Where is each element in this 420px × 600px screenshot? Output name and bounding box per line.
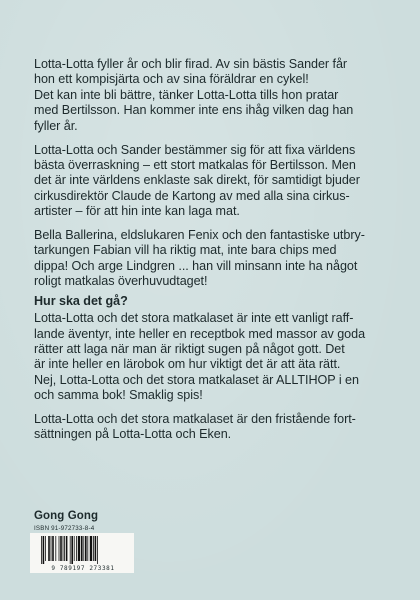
text-line: och samma bok! Smaklig spis!	[34, 388, 203, 403]
text-line: hon ett kompisjärta och av sina föräldrar en cykel!	[34, 72, 309, 87]
paragraph-4	[34, 311, 386, 403]
barcode-bar	[93, 536, 94, 561]
barcode-bar	[66, 536, 68, 561]
barcode-bar	[43, 536, 45, 564]
text-line: bästa överraskning – ett stort matkalas för Bertilsson. Men	[34, 157, 356, 172]
barcode-bar	[85, 536, 87, 561]
barcode-bar	[41, 536, 42, 564]
text-line: rätter att laga när man är riktigt sugen på något gott. Det	[34, 341, 345, 356]
barcode-bar	[45, 536, 46, 561]
text-line: Det kan inte bli bättre, tänker Lotta-Lotta tills hon pratar	[34, 87, 339, 102]
barcode-bar	[52, 536, 54, 561]
text-line: tarkungen Fabian vill ha riktig mat, inte bara chips med	[34, 243, 337, 258]
barcode-bar	[95, 536, 97, 561]
barcode-bar	[55, 536, 56, 561]
text-line: cirkusdirektör Claude de Kartong av med alla sina cirkus-	[34, 188, 350, 203]
barcode-bar	[81, 536, 83, 561]
text-line: sättningen på Lotta-Lotta och Eken.	[34, 427, 232, 442]
paragraph-5	[34, 412, 386, 443]
text-line: Bella Ballerina, eldslukaren Fenix och den fantastiske utbry-	[34, 228, 365, 243]
text-line: fyller år.	[34, 118, 78, 133]
text-line: Nej, Lotta-Lotta och det stora matkalaset är ALLTIHOP i en	[34, 372, 359, 387]
barcode-bar	[64, 536, 65, 561]
paragraph-1	[34, 57, 386, 134]
isbn-text: ISBN 91-972733-8-4	[34, 525, 95, 532]
barcode-bar	[76, 536, 77, 561]
text-line: Lotta-Lotta och Sander bestämmer sig för att fixa världens	[34, 142, 356, 157]
text-line: Lotta-Lotta och det stora matkalaset är inte ett vanligt raff-	[34, 311, 354, 326]
paragraph-2	[34, 143, 386, 220]
barcode-bar	[71, 536, 73, 564]
barcode	[30, 533, 134, 573]
barcode-bar	[59, 536, 60, 561]
text-line: är inte heller en lärobok om hur viktigt det är att äta rätt.	[34, 357, 341, 372]
barcode-bar	[74, 536, 75, 561]
barcode-bar	[60, 536, 62, 561]
barcode-bar	[48, 536, 50, 561]
blurb-text	[34, 57, 386, 451]
barcode-bar	[87, 536, 88, 561]
text-line: det är inte världens enklaste sak direkt, för samtidigt bjuder	[34, 173, 360, 188]
text-line: lande äventyr, inte heller en receptbok med massor av goda	[34, 326, 366, 341]
text-line: Lotta-Lotta och det stora matkalaset är den fristående fort-	[34, 412, 356, 427]
section-heading: Hur ska det gå?	[34, 293, 128, 308]
text-line: dippa! Och arge Lindgren ... han vill minsann inte ha något	[34, 258, 358, 273]
barcode-bar	[70, 536, 71, 564]
barcode-bar	[51, 536, 52, 561]
barcode-bar	[83, 536, 84, 561]
barcode-bar	[63, 536, 64, 561]
text-line: roligt matkalas överhuvudtaget!	[34, 274, 208, 289]
barcode-bar	[97, 536, 98, 564]
text-line: med Bertilsson. Han kommer inte ens ihåg vilken dag han	[34, 103, 354, 118]
barcode-number: 9 789197 273381	[51, 565, 115, 572]
publisher-name: Gong Gong	[34, 510, 99, 522]
paragraph-3	[34, 228, 386, 290]
text-line: Lotta-Lotta fyller år och blir firad. Av sin bästis Sander får	[34, 57, 348, 71]
barcode-bar	[78, 536, 80, 561]
barcode-bars-icon	[40, 536, 124, 564]
text-line: artister – för att hin inte kan laga mat.	[34, 204, 240, 219]
barcode-bar	[90, 536, 92, 561]
